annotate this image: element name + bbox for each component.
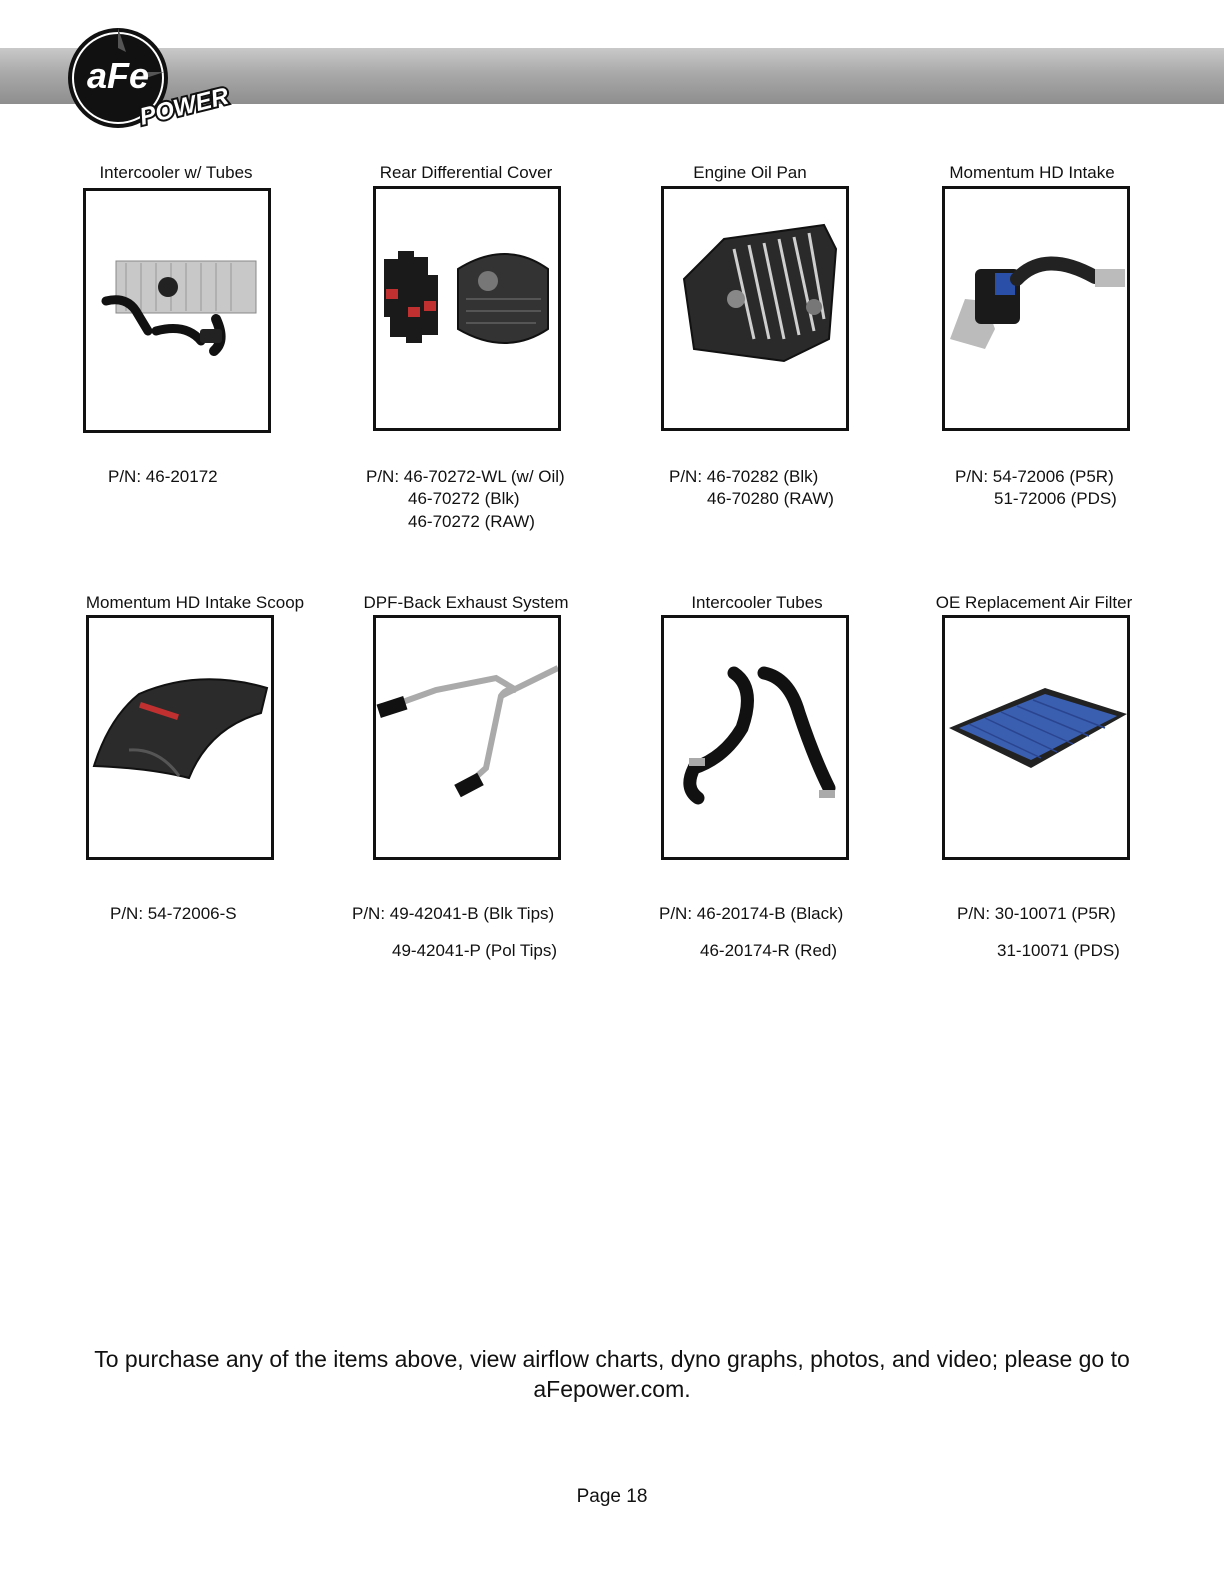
product-name: Intercooler w/ Tubes <box>99 163 253 182</box>
part-number: 49-42041-P (Pol Tips) <box>392 941 558 960</box>
product-name: Momentum HD Intake <box>949 163 1115 182</box>
part-number: P/N: 54-72006-S <box>110 904 237 923</box>
part-number: P/N: 54-72006 (P5R) <box>955 467 1114 486</box>
air-filter-photo <box>942 615 1130 860</box>
product-name: OE Replacement Air Filter <box>935 593 1133 612</box>
part-number: 46-20174-R (Red) <box>700 941 838 960</box>
product-name: DPF-Back Exhaust System <box>363 593 569 612</box>
part-number: P/N: 30-10071 (P5R) <box>957 904 1116 923</box>
part-number: 46-70272 (Blk) <box>408 489 520 508</box>
intercooler-tubes-photo <box>661 615 849 860</box>
exhaust-photo <box>373 615 561 860</box>
page-number: Page 18 <box>576 1486 648 1507</box>
product-name: Intercooler Tubes <box>691 593 823 612</box>
part-number: P/N: 49-42041-B (Blk Tips) <box>352 904 555 923</box>
oil-pan-photo <box>661 186 849 431</box>
product-name: Momentum HD Intake Scoop <box>85 593 305 612</box>
part-number: 31-10071 (PDS) <box>997 941 1120 960</box>
svg-text:aFe: aFe <box>86 55 150 96</box>
part-number: P/N: 46-70282 (Blk) <box>669 467 819 486</box>
purchase-note: To purchase any of the items above, view airflow charts, dyno graphs, photos, and video; please go to aFepower.com. <box>94 1346 1130 1402</box>
product-name: Rear Differential Cover <box>379 163 553 182</box>
svg-text:POWER: POWER <box>136 82 232 131</box>
part-number: P/N: 46-20172 <box>108 467 218 486</box>
differential-cover-photo <box>373 186 561 431</box>
intake-photo <box>942 186 1130 431</box>
product-name: Engine Oil Pan <box>693 163 807 182</box>
part-number: 51-72006 (PDS) <box>994 489 1117 508</box>
intercooler-photo <box>83 188 271 433</box>
part-number: 46-70280 (RAW) <box>707 489 834 508</box>
part-number: P/N: 46-20174-B (Black) <box>659 904 844 923</box>
afe-power-logo <box>66 22 238 134</box>
part-number: 46-70272 (RAW) <box>408 512 535 531</box>
intake-scoop-photo <box>86 615 274 860</box>
part-number: P/N: 46-70272-WL (w/ Oil) <box>366 467 565 486</box>
